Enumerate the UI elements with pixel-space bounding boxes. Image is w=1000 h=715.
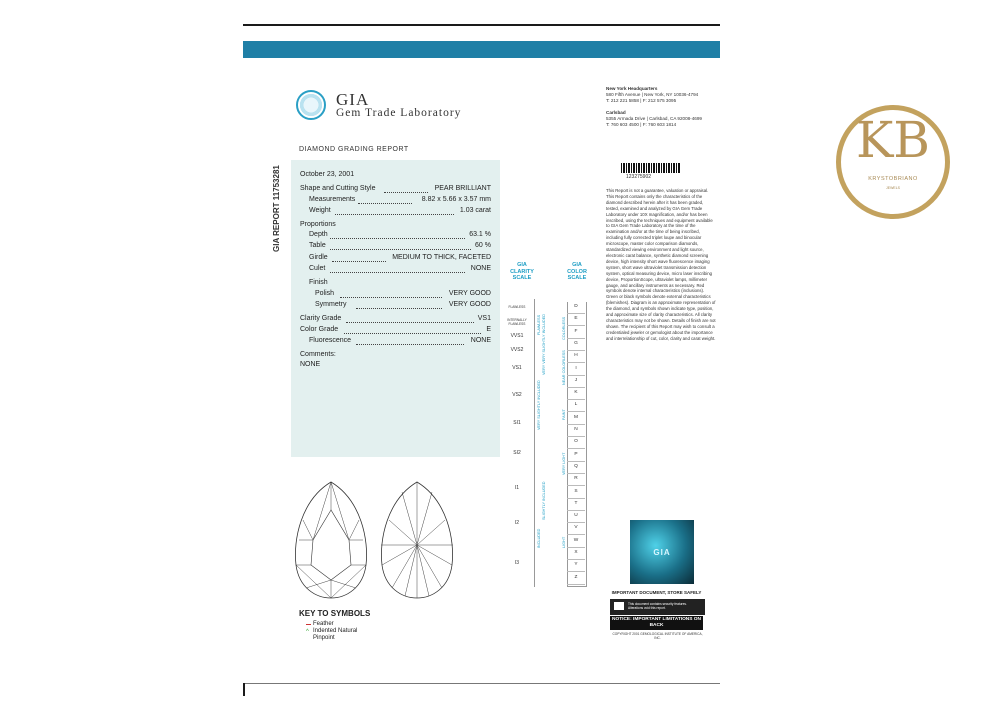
clarity-band-label: SLIGHTLY INCLUDED — [542, 481, 546, 520]
comments-label: Comments: — [300, 351, 336, 358]
hq-ca-name: Carlsbad — [606, 110, 626, 115]
color-letter: T — [574, 500, 578, 506]
gia-seal-icon — [296, 90, 326, 120]
clarity-grade: I3 — [514, 560, 520, 566]
depth-label: Depth — [309, 231, 328, 238]
table-value: 60 % — [475, 242, 491, 249]
leader-dots — [384, 192, 428, 193]
hq-ny-name: New York Headquarters — [606, 86, 658, 91]
polish-value: VERY GOOD — [448, 290, 491, 297]
lab-subtitle: Gem Trade Laboratory — [336, 107, 462, 119]
measurements-value: 8.82 x 5.66 x 3.57 mm — [421, 196, 491, 203]
leader-dots — [358, 203, 412, 204]
color-letter: W — [573, 537, 579, 543]
culet-value: NONE — [470, 265, 491, 272]
indented-natural-symbol-icon: ^ — [306, 629, 309, 635]
bottom-rule — [243, 683, 720, 684]
barcode-number: 123275902 — [626, 174, 652, 180]
clarity-grade: I2 — [514, 520, 520, 526]
color-letter: H — [574, 353, 578, 359]
lab-addresses — [606, 86, 716, 128]
proportions-label: Proportions — [300, 221, 336, 228]
color-letter: I — [575, 365, 577, 371]
copyright-text: COPYRIGHT 2001 GEMOLOGICAL INSTITUTE OF AMERICA, INC. — [612, 632, 703, 640]
comments-value: NONE — [300, 361, 321, 368]
color-letter: O — [574, 439, 578, 445]
color-tick — [567, 350, 585, 351]
color-tick — [567, 559, 585, 560]
color-letter: D — [574, 304, 578, 309]
weight-label: Weight — [309, 207, 331, 214]
color-letter: N — [574, 427, 578, 432]
notice-text: NOTICE: IMPORTANT LIMITATIONS ON BACK — [612, 617, 701, 628]
table-label: Table — [309, 242, 326, 249]
brand-logo-letters: KB — [855, 111, 931, 169]
color-label: Color Grade — [300, 326, 339, 333]
barcode — [621, 163, 681, 173]
color-tick — [567, 313, 585, 314]
clarity-scale-column — [514, 299, 535, 587]
color-letter: L — [574, 402, 578, 408]
polish-label: Polish — [315, 290, 335, 297]
color-tick — [567, 534, 585, 535]
bottom-tick — [243, 683, 245, 696]
color-letter: V — [574, 525, 578, 531]
color-letter: Q — [574, 463, 578, 469]
color-letter: J — [574, 377, 578, 383]
clarity-grade: FLAWLESS — [508, 305, 526, 309]
color-tick — [567, 362, 585, 363]
leader-dots — [356, 308, 442, 309]
clarity-label: Clarity Grade — [300, 315, 342, 322]
color-value: E — [486, 326, 491, 333]
leader-dots — [330, 272, 465, 273]
color-tick — [567, 571, 585, 572]
brand-tag: JEWELS — [885, 186, 900, 190]
color-letter: E — [574, 316, 578, 322]
hq-ca-phone: T: 760 603 4500 | F: 760 603 1814 — [606, 122, 677, 127]
key-item-feather: Feather — [313, 621, 334, 627]
color-letter: Y — [574, 562, 578, 568]
symmetry-value: VERY GOOD — [448, 301, 491, 308]
clarity-scale-title: GIA CLARITY SCALE — [510, 262, 534, 281]
color-band-label: VERY LIGHT — [562, 452, 566, 475]
measurements-label: Measurements — [309, 196, 356, 203]
color-tick — [567, 485, 585, 486]
security-box-text: This document contains security features. Alterations void this report. — [628, 602, 687, 610]
color-letter: G — [574, 340, 578, 346]
hologram-text: GIA — [653, 547, 671, 557]
report-title: DIAMOND GRADING REPORT — [299, 146, 409, 153]
color-band-label: FAINT — [562, 409, 566, 420]
top-rule — [243, 24, 720, 26]
clarity-grade: VVS1 — [510, 333, 524, 339]
clarity-band-label: INCLUDED — [537, 528, 541, 548]
report-number-vertical: GIA REPORT 11753281 — [272, 165, 281, 252]
hq-ny-address: 580 Fifth Avenue | New York, NY 10036-4794 — [606, 92, 699, 97]
key-item-pinpoint: Pinpoint — [313, 635, 335, 641]
leader-dots — [332, 261, 386, 262]
color-tick — [567, 424, 585, 425]
color-tick — [567, 547, 585, 548]
color-tick — [567, 473, 585, 474]
lock-icon — [614, 602, 624, 610]
color-tick — [567, 584, 585, 585]
clarity-value: VS1 — [477, 315, 491, 322]
color-letter: K — [574, 390, 578, 396]
clarity-grade: VS1 — [512, 365, 522, 371]
clarity-grade: SI1 — [513, 420, 521, 426]
key-item-indented-natural: Indented Natural — [313, 628, 358, 634]
color-letter: X — [574, 550, 578, 555]
fluorescence-value: NONE — [470, 337, 491, 344]
color-letter: M — [574, 414, 578, 420]
security-title: IMPORTANT DOCUMENT, STORE SAFELY — [611, 590, 702, 595]
color-band-label: NEAR COLORLESS — [562, 350, 566, 385]
color-band-label: COLORLESS — [562, 316, 566, 340]
leader-dots — [330, 249, 471, 250]
disclaimer-text: This Report is not a guarantee, valuation or appraisal. This Report contains only the characteristics of the diamond described herein after it has been graded, tested, examined and analyzed by GIA Gem Trade Laboratory under 10X magnification, and/or has been inscribed, using the techniques and equipment available to GIA Gem Trade Laboratory at the time of the examination and/or at the time of being inscribed, including fully corrected triplet loupe and binocular microscope, master color comparison diamonds, standardized viewing environment and light source, electronic carat balance, synthetic diamond screening device, high intensity short wave fluorescence imaging system, short wave ultraviolet transmission detection system, optical measuring device, micro laser inscribing device, ProportionScope, ultraviolet lamps, millimeter gauge, and ancillary instruments as necessary. Red symbols denote internal characteristics (inclusions). Green or black symbols denote external characteristics (blemishes). Diagram is an approximate representation of the diamond, and symbols shown indicate type, position, and approximate size of clarity characteristics. All clarity characteristics may not be shown. Details of finish are not shown. The recipient of this Report may wish to consult a credentialed jeweler or gemologist about the importance and interrelationship of cut, color, clarity and carat weight. — [606, 188, 716, 341]
weight-value: 1.03 carat — [459, 207, 491, 214]
color-letter: F — [574, 328, 578, 334]
color-tick — [567, 375, 585, 376]
color-tick — [567, 411, 585, 412]
pavilion-plot-diagram — [377, 480, 457, 600]
symmetry-label: Symmetry — [315, 301, 347, 308]
shape-value: PEAR BRILLIANT — [434, 185, 491, 192]
leader-dots — [330, 238, 465, 239]
color-band-label: LIGHT — [562, 536, 566, 548]
color-tick — [567, 436, 585, 437]
girdle-value: MEDIUM TO THICK, FACETED — [392, 254, 491, 261]
report-date: October 23, 2001 — [300, 171, 355, 178]
color-letter: Z — [574, 574, 578, 580]
color-tick — [567, 498, 585, 499]
color-letter: U — [574, 513, 578, 519]
lab-title: GIA — [336, 90, 370, 109]
depth-value: 63.1 % — [469, 231, 491, 238]
leader-dots — [346, 322, 474, 323]
color-tick — [567, 387, 585, 388]
clarity-grade: VVS2 — [510, 347, 524, 353]
color-letter: P — [574, 451, 578, 457]
color-letter: R — [574, 476, 578, 482]
color-tick — [567, 325, 585, 326]
clarity-band-label: FLAWLESS — [537, 314, 541, 335]
leader-dots — [335, 214, 454, 215]
leader-dots — [344, 333, 481, 334]
color-tick — [567, 338, 585, 339]
clarity-grade: I1 — [514, 485, 520, 491]
color-letter: S — [574, 488, 578, 494]
hq-ny-phone: T: 212 221 5858 | F: 212 575 3095 — [606, 98, 677, 103]
finish-label: Finish — [309, 279, 328, 286]
clarity-band-label: VERY VERY SLIGHTLY INCLUDED — [542, 314, 546, 375]
hq-ca-address: 5355 Armada Drive | Carlsbad, CA 92008-4699 — [606, 116, 702, 121]
clarity-grade: VS2 — [512, 392, 522, 398]
culet-label: Culet — [309, 265, 326, 272]
color-tick — [567, 399, 585, 400]
crown-plot-diagram — [291, 480, 371, 600]
girdle-label: Girdle — [309, 254, 328, 261]
header-band — [243, 41, 720, 58]
clarity-band-label: VERY SLIGHTLY INCLUDED — [537, 380, 541, 430]
fluorescence-label: Fluorescence — [309, 337, 352, 344]
color-tick — [567, 448, 585, 449]
brand-name: KRYSTOBRIANO — [868, 176, 918, 182]
clarity-grade: INTERNALLY FLAWLESS — [507, 318, 527, 326]
color-tick — [567, 461, 585, 462]
feather-symbol-icon — [306, 624, 311, 625]
color-tick — [567, 510, 585, 511]
color-scale-title: GIA COLOR SCALE — [567, 262, 587, 281]
key-title: KEY TO SYMBOLS — [299, 609, 371, 618]
color-tick — [567, 522, 585, 523]
leader-dots — [356, 344, 464, 345]
leader-dots — [340, 297, 442, 298]
clarity-grade: SI2 — [513, 450, 521, 456]
shape-label: Shape and Cutting Style — [300, 185, 376, 192]
